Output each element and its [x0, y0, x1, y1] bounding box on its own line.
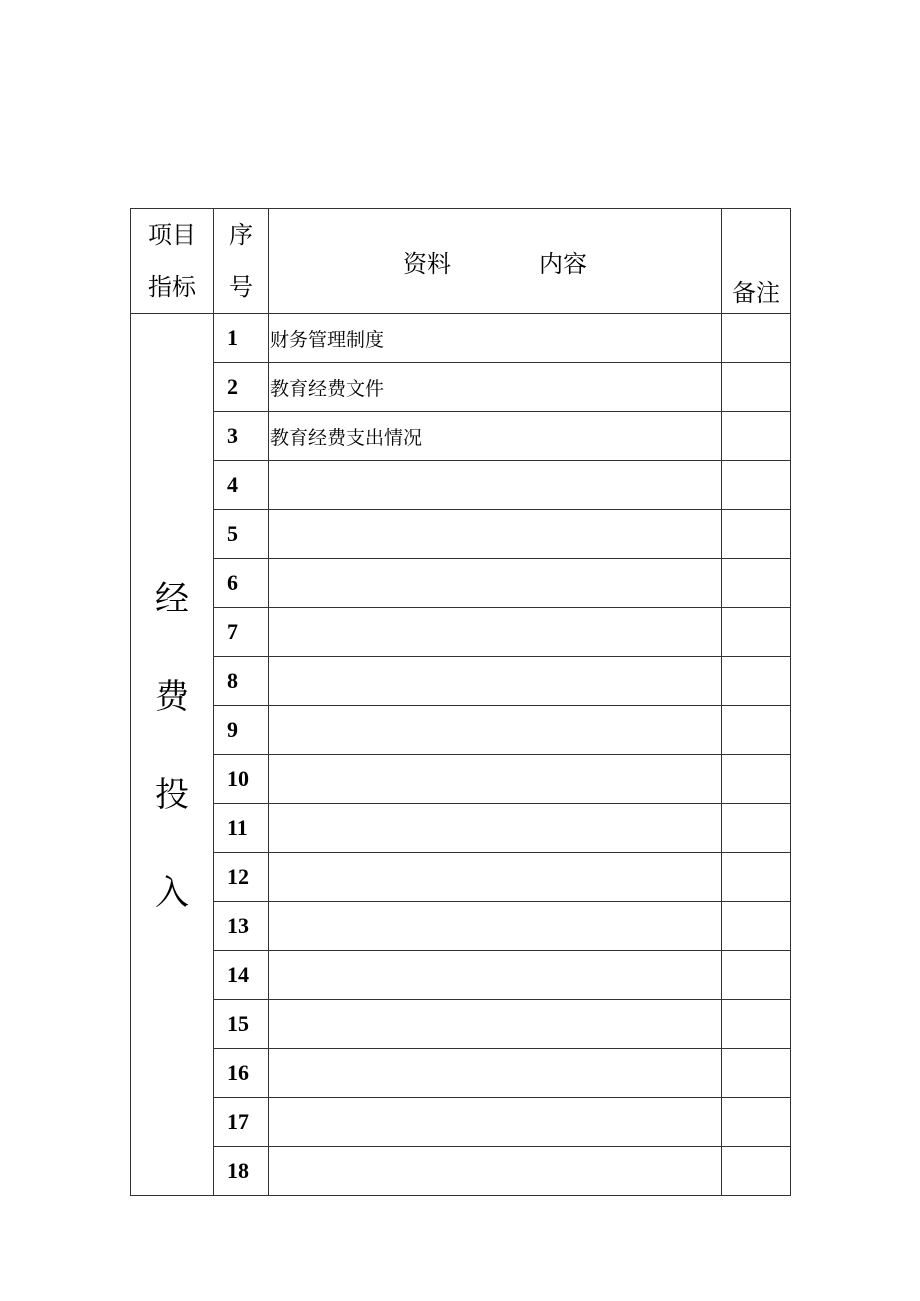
table-row [131, 1049, 791, 1098]
row-remark [722, 902, 791, 951]
row-content [269, 510, 722, 559]
row-seq: 17 [214, 1098, 269, 1147]
row-remark [722, 853, 791, 902]
row-remark [722, 314, 791, 363]
row-content: 财务管理制度 [269, 314, 722, 363]
table-row [131, 510, 791, 559]
row-seq: 10 [214, 755, 269, 804]
table-row [131, 902, 791, 951]
indicator-char: 投 [155, 775, 189, 815]
row-seq: 9 [214, 706, 269, 755]
header-seq-line-2: 号 [229, 273, 253, 301]
row-content [269, 951, 722, 1000]
row-seq: 15 [214, 1000, 269, 1049]
row-content: 教育经费支出情况 [269, 412, 722, 461]
row-content [269, 804, 722, 853]
row-content [269, 1049, 722, 1098]
table-row [131, 755, 791, 804]
header-indicator-line-1: 项目 [148, 221, 196, 249]
row-remark [722, 1147, 791, 1196]
row-content [269, 657, 722, 706]
row-seq: 16 [214, 1049, 269, 1098]
row-seq: 14 [214, 951, 269, 1000]
table-header-row [131, 209, 791, 314]
table-row [131, 657, 791, 706]
row-content [269, 853, 722, 902]
table-row [131, 853, 791, 902]
row-remark [722, 461, 791, 510]
table-row [131, 608, 791, 657]
table-row [131, 363, 791, 412]
row-seq: 2 [214, 363, 269, 412]
indicator-char: 费 [155, 677, 189, 717]
row-content [269, 559, 722, 608]
header-indicator-line-2: 指标 [148, 273, 196, 301]
indicator-char: 经 [155, 579, 189, 619]
indicator-cell [131, 314, 214, 1196]
row-remark [722, 1098, 791, 1147]
row-remark [722, 1049, 791, 1098]
row-content [269, 1000, 722, 1049]
indicator-char: 入 [155, 873, 189, 913]
table-row [131, 412, 791, 461]
table-row [131, 559, 791, 608]
row-seq: 3 [214, 412, 269, 461]
row-remark [722, 804, 791, 853]
table-row [131, 951, 791, 1000]
table-row [131, 1000, 791, 1049]
table-row [131, 804, 791, 853]
row-remark [722, 657, 791, 706]
materials-table [130, 208, 791, 1196]
header-content-word-2: 内容 [539, 249, 587, 278]
row-content [269, 706, 722, 755]
table-row [131, 1147, 791, 1196]
header-content-word-1: 资料 [403, 249, 451, 278]
header-indicator [131, 209, 214, 314]
row-remark [722, 412, 791, 461]
row-seq: 18 [214, 1147, 269, 1196]
row-content [269, 461, 722, 510]
row-remark [722, 363, 791, 412]
row-remark [722, 951, 791, 1000]
row-seq: 5 [214, 510, 269, 559]
row-remark [722, 608, 791, 657]
table-row [131, 461, 791, 510]
row-seq: 8 [214, 657, 269, 706]
header-seq-line-1: 序 [229, 221, 253, 249]
header-content [269, 209, 722, 314]
row-content [269, 755, 722, 804]
row-seq: 12 [214, 853, 269, 902]
row-content [269, 1098, 722, 1147]
row-seq: 4 [214, 461, 269, 510]
header-remark: 备注 [722, 209, 791, 314]
row-seq: 6 [214, 559, 269, 608]
row-seq: 13 [214, 902, 269, 951]
row-seq: 11 [214, 804, 269, 853]
row-remark [722, 559, 791, 608]
row-remark [722, 755, 791, 804]
row-content [269, 902, 722, 951]
row-remark [722, 510, 791, 559]
table-row [131, 706, 791, 755]
row-seq: 1 [214, 314, 269, 363]
row-content [269, 608, 722, 657]
row-content [269, 1147, 722, 1196]
header-seq [214, 209, 269, 314]
row-content: 教育经费文件 [269, 363, 722, 412]
row-remark [722, 1000, 791, 1049]
row-remark [722, 706, 791, 755]
table-row [131, 1098, 791, 1147]
table-row [131, 314, 791, 363]
row-seq: 7 [214, 608, 269, 657]
indicator-label [131, 550, 213, 942]
